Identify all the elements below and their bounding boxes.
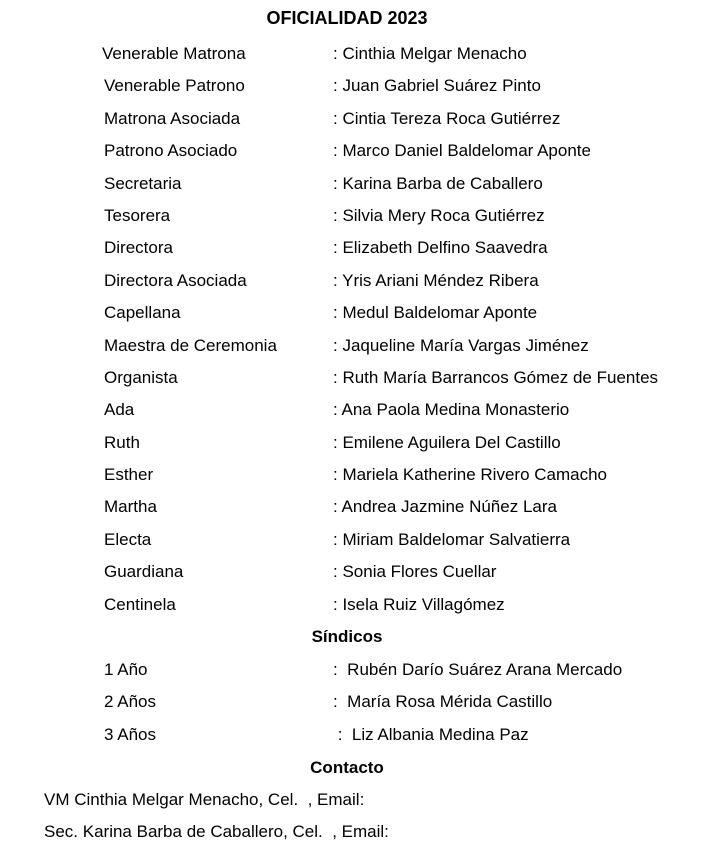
officer-name: : Emilene Aguilera Del Castillo <box>333 432 561 452</box>
officer-row <box>0 593 726 625</box>
sindico-row <box>0 723 726 755</box>
sindicos-heading: Síndicos <box>311 627 383 646</box>
officer-role: Guardiana <box>104 562 184 582</box>
officer-role: Ruth <box>104 432 140 452</box>
officer-name: : Sonia Flores Cuellar <box>333 562 497 582</box>
officer-role: Directora Asociada <box>104 270 247 290</box>
officer-role: Patrono Asociado <box>104 141 238 161</box>
officer-role: Secretaria <box>104 173 182 193</box>
officer-row <box>0 495 726 527</box>
officer-row <box>0 107 726 139</box>
officer-name: : Mariela Katherine Rivero Camacho <box>333 465 608 485</box>
officer-name: : Miriam Baldelomar Salvatierra <box>333 529 571 549</box>
officer-row <box>0 463 726 495</box>
officer-name: : Elizabeth Delfino Saavedra <box>333 238 548 258</box>
officer-row <box>0 74 726 106</box>
sindico-term: 2 Años <box>104 692 156 712</box>
officer-role: Centinela <box>104 594 176 614</box>
officer-name: : Karina Barba de Caballero <box>333 173 543 193</box>
officer-name: : Andrea Jazmine Núñez Lara <box>333 497 557 517</box>
officer-name: : Yris Ariani Méndez Ribera <box>333 270 539 290</box>
officer-role: Ada <box>104 400 135 420</box>
officer-row <box>0 204 726 236</box>
sindico-row <box>0 658 726 690</box>
officer-role: Maestra de Ceremonia <box>104 335 277 355</box>
officer-row <box>0 366 726 398</box>
sindico-term: 3 Años <box>104 724 156 744</box>
sindicos-list <box>0 658 726 755</box>
sindico-name: : Rubén Darío Suárez Arana Mercado <box>333 660 623 679</box>
officer-role: Tesorera <box>104 205 171 225</box>
sindico-row <box>0 690 726 722</box>
officer-row <box>0 560 726 592</box>
officer-role: Matrona Asociada <box>104 108 241 128</box>
officer-role: Esther <box>104 465 154 485</box>
officer-name: : Jaqueline María Vargas Jiménez <box>333 335 589 355</box>
officer-role: Capellana <box>104 303 181 323</box>
sindico-term: 1 Año <box>104 660 148 679</box>
officer-role: Organista <box>104 367 178 387</box>
officer-row <box>0 431 726 463</box>
contacto-heading: Contacto <box>310 758 384 777</box>
officer-row <box>0 398 726 430</box>
officer-name: : Cintia Tereza Roca Gutiérrez <box>333 108 561 128</box>
contact-line-vm: VM Cinthia Melgar Menacho, Cel. , Email: <box>44 790 365 809</box>
officer-row <box>0 42 726 74</box>
officer-row <box>0 236 726 268</box>
officer-name: : Ruth María Barrancos Gómez de Fuentes <box>333 367 659 387</box>
officer-name: : Juan Gabriel Suárez Pinto <box>333 76 541 96</box>
officers-list <box>0 42 726 625</box>
sindico-name: : Liz Albania Medina Paz <box>333 724 529 744</box>
officer-row <box>0 528 726 560</box>
officer-row <box>0 269 726 301</box>
officer-role: Directora <box>104 238 173 258</box>
officer-name: : Marco Daniel Baldelomar Aponte <box>333 141 591 161</box>
officer-name: : Isela Ruiz Villagómez <box>333 594 505 614</box>
officer-name: : Ana Paola Medina Monasterio <box>333 400 570 420</box>
officer-row <box>0 334 726 366</box>
officer-role: Venerable Patrono <box>104 76 245 96</box>
contact-line-secretary: Sec. Karina Barba de Caballero, Cel. , Email: <box>44 822 389 841</box>
page-title: OFICIALIDAD 2023 <box>266 8 428 28</box>
officer-row <box>0 301 726 333</box>
officer-role: Venerable Matrona <box>102 44 246 63</box>
sindico-name: : María Rosa Mérida Castillo <box>333 692 553 712</box>
officer-name: : Cinthia Melgar Menacho <box>333 44 527 63</box>
officer-name: : Silvia Mery Roca Gutiérrez <box>333 205 545 225</box>
officer-role: Martha <box>104 497 157 517</box>
officer-row <box>0 172 726 204</box>
officer-row <box>0 139 726 171</box>
officer-role: Electa <box>104 529 152 549</box>
officer-name: : Medul Baldelomar Aponte <box>333 303 538 323</box>
